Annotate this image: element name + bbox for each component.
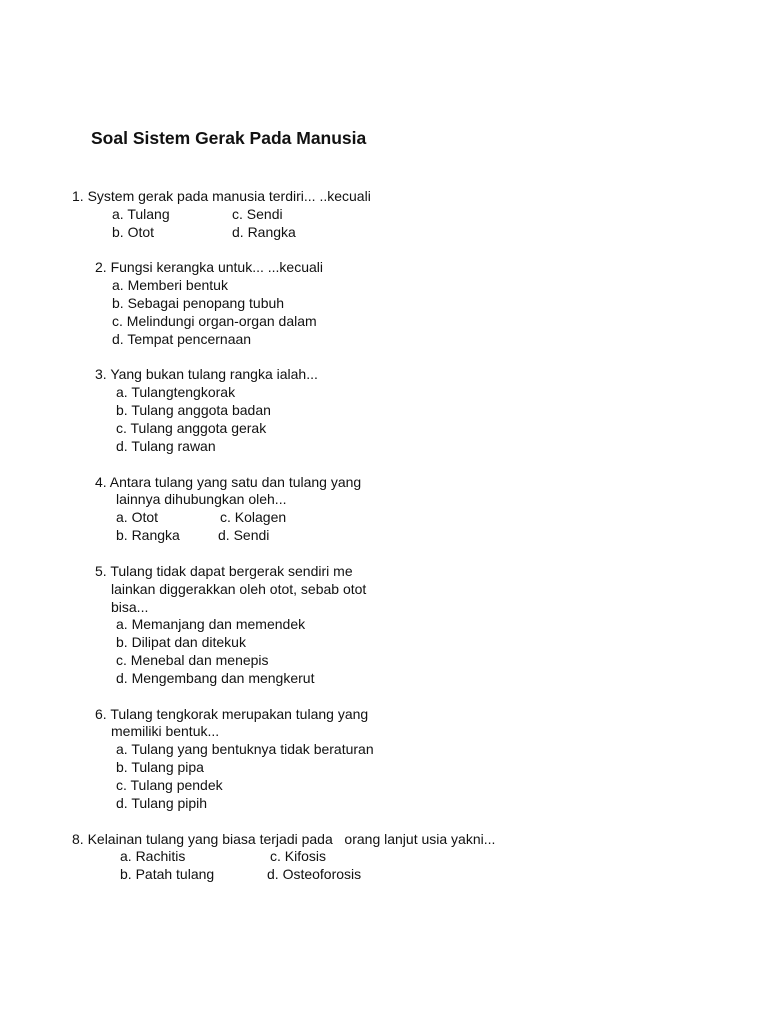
question-4-option-d: d. Sendi <box>218 527 270 543</box>
question-3-option-c: c. Tulang anggota gerak <box>116 420 267 436</box>
question-5-option-c: c. Menebal dan menepis <box>116 652 269 668</box>
question-4-stem-line-1: 4. Antara tulang yang satu dan tulang yang <box>95 474 362 490</box>
question-8-stem: 8. Kelainan tulang yang biasa terjadi pada orang lanjut usia yakni... <box>72 831 496 847</box>
question-3-option-a: a. Tulangtengkorak <box>116 384 236 400</box>
question-3-option-b: b. Tulang anggota badan <box>116 402 271 418</box>
question-1-option-c: c. Sendi <box>232 206 283 222</box>
question-5-stem-line-2: lainkan diggerakkan oleh otot, sebab otot <box>111 581 367 597</box>
question-3-stem: 3. Yang bukan tulang rangka ialah... <box>95 366 318 382</box>
question-2-stem: 2. Fungsi kerangka untuk... ...kecuali <box>95 259 324 275</box>
question-5-option-b: b. Dilipat dan ditekuk <box>116 634 246 650</box>
question-5-option-d: d. Mengembang dan mengkerut <box>116 670 315 686</box>
question-2-option-b: b. Sebagai penopang tubuh <box>112 295 285 311</box>
question-8-option-b: b. Patah tulang <box>120 866 215 882</box>
question-6-option-a: a. Tulang yang bentuknya tidak beraturan <box>116 741 374 757</box>
question-5-stem-line-3: bisa... <box>111 599 149 615</box>
question-1-option-d: d. Rangka <box>232 224 296 240</box>
question-6-stem-line-2: memiliki bentuk... <box>111 723 220 739</box>
question-8-option-c: c. Kifosis <box>270 848 327 864</box>
question-4-option-c: c. Kolagen <box>220 509 287 525</box>
question-1-option-a: a. Tulang <box>112 206 170 222</box>
question-4-stem-line-2: lainnya dihubungkan oleh... <box>116 491 287 507</box>
question-5-option-a: a. Memanjang dan memendek <box>116 616 306 632</box>
question-2-option-a: a. Memberi bentuk <box>112 277 228 293</box>
question-1-stem: 1. System gerak pada manusia terdiri... ..kecuali <box>72 188 371 204</box>
question-6-stem-line-1: 6. Tulang tengkorak merupakan tulang yang <box>95 706 369 722</box>
question-5-stem-line-1: 5. Tulang tidak dapat bergerak sendiri me <box>95 563 353 579</box>
question-1-option-b: b. Otot <box>112 224 155 240</box>
question-6-option-d: d. Tulang pipih <box>116 795 208 811</box>
question-2-option-c: c. Melindungi organ-organ dalam <box>112 313 317 329</box>
question-3-option-d: d. Tulang rawan <box>116 438 216 454</box>
page-title: Soal Sistem Gerak Pada Manusia <box>91 128 367 148</box>
question-6-option-b: b. Tulang pipa <box>116 759 204 775</box>
question-6-option-c: c. Tulang pendek <box>116 777 223 793</box>
question-8-option-a: a. Rachitis <box>120 848 186 864</box>
question-8-option-d: d. Osteoforosis <box>267 866 362 882</box>
question-2-option-d: d. Tempat pencernaan <box>112 331 252 347</box>
question-4-option-b: b. Rangka <box>116 527 180 543</box>
question-4-option-a: a. Otot <box>116 509 159 525</box>
